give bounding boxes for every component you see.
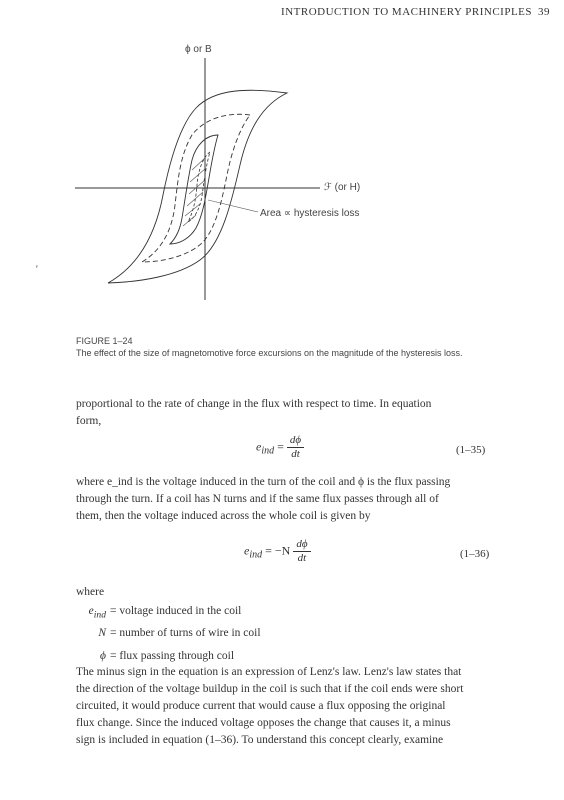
paragraph-3 bbox=[76, 664, 500, 749]
paragraph-1 bbox=[76, 396, 496, 430]
y-axis-label: ϕ or B bbox=[185, 44, 212, 55]
eq1-fraction bbox=[287, 434, 304, 461]
eq2-lhs: e bbox=[244, 543, 250, 558]
eq1-lhs-sub: ind bbox=[261, 445, 275, 457]
eq1-equals: = bbox=[277, 439, 284, 454]
where-sym: e bbox=[88, 605, 94, 617]
x-axis-label: ℱ (or H) bbox=[324, 182, 361, 193]
para2-line1: where e_ind is the voltage induced in the turn of the coil and ϕ is the flux passing bbox=[76, 476, 451, 488]
running-title: INTRODUCTION TO MACHINERY PRINCIPLES bbox=[281, 6, 532, 18]
para3-line3: circuited, it would produce current that would cause a flux opposing the original bbox=[76, 700, 446, 712]
hysteresis-figure bbox=[0, 0, 564, 330]
para3-line4: flux change. Since the induced voltage opposes the change that causes it, a minus bbox=[76, 717, 451, 729]
para3-line5: sign is included in equation (1–36). To understand this concept clearly, examine bbox=[76, 734, 444, 746]
area-leader-line bbox=[208, 200, 258, 212]
where-text: = flux passing through coil bbox=[110, 649, 235, 662]
para2-line3: them, then the voltage induced across the whole coil is given by bbox=[76, 510, 371, 522]
caption-title: FIGURE 1–24 bbox=[76, 336, 133, 346]
where-sub: ind bbox=[93, 609, 106, 621]
where-text: = voltage induced in the coil bbox=[110, 605, 242, 617]
where-sym: N bbox=[98, 627, 106, 640]
page-number: 39 bbox=[538, 6, 550, 18]
caption-text: The effect of the size of magnetomotive force excursions on the magnitude of the hysteresis loss. bbox=[76, 348, 463, 358]
para1-line2: form, bbox=[76, 415, 102, 427]
eq1-lhs: e bbox=[256, 439, 262, 454]
eq2-fraction bbox=[293, 538, 310, 565]
equation-1-36-number: (1–36) bbox=[460, 548, 490, 560]
where-sym: ϕ bbox=[100, 649, 106, 662]
where-text: = number of turns of wire in coil bbox=[110, 627, 261, 640]
para2-line2: through the turn. If a coil has N turns and if the same flux passes through all of bbox=[76, 493, 439, 505]
para1-line1: proportional to the rate of change in the flux with respect to time. In equation bbox=[76, 398, 432, 410]
margin-mark: ′ bbox=[36, 264, 38, 274]
area-label: Area ∝ hysteresis loss bbox=[260, 208, 360, 219]
where-item bbox=[76, 624, 261, 646]
paragraph-2 bbox=[76, 474, 496, 525]
equation-1-35-number: (1–35) bbox=[456, 444, 486, 456]
eq2-equals: = −N bbox=[265, 543, 291, 558]
figure-caption bbox=[76, 335, 516, 359]
eq2-numerator: dϕ bbox=[293, 538, 310, 552]
para3-line2: the direction of the voltage buildup in the coil is such that if the coil ends were short bbox=[76, 683, 464, 695]
para3-line1: The minus sign in the equation is an expression of Lenz's law. Lenz's law states that bbox=[76, 666, 462, 678]
eq1-numerator: dϕ bbox=[287, 434, 304, 448]
eq2-denominator: dt bbox=[297, 552, 307, 564]
where-item bbox=[76, 602, 261, 624]
equation-1-35 bbox=[256, 434, 304, 461]
where-list bbox=[76, 602, 261, 669]
equation-1-36 bbox=[244, 538, 311, 565]
where-label: where bbox=[76, 586, 105, 598]
eq1-denominator: dt bbox=[291, 448, 300, 460]
eq2-lhs-sub: ind bbox=[249, 549, 263, 561]
